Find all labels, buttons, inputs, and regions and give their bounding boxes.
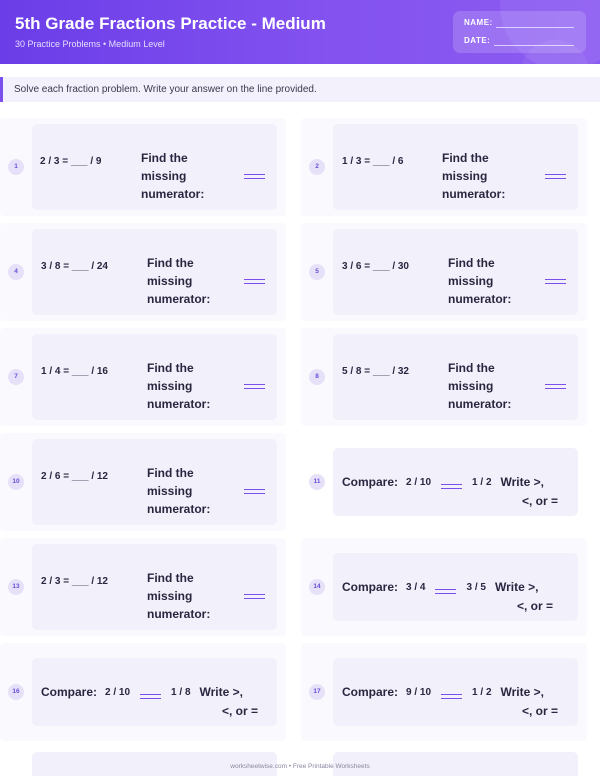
- fraction-left: 2 / 10: [105, 686, 131, 698]
- fraction-equation: 5 / 8 = ___ / 32: [342, 365, 409, 377]
- problem-cell: [301, 643, 587, 741]
- problem-prompt: [147, 359, 219, 413]
- compare-row: [342, 475, 544, 489]
- problem-number-badge: 10: [8, 474, 24, 490]
- compare-label: Compare:: [41, 685, 98, 699]
- prompt-line: missing: [448, 379, 494, 393]
- problem-number-badge: 1: [8, 159, 24, 175]
- problem-cell: [0, 538, 286, 636]
- problem-cell: [301, 538, 587, 636]
- prompt-line: missing: [448, 274, 494, 288]
- prompt-line: missing: [147, 379, 193, 393]
- problem-number-badge: 5: [309, 264, 325, 280]
- name-date-box: [453, 11, 586, 53]
- problem-number-badge: 14: [309, 579, 325, 595]
- prompt-line: numerator:: [448, 292, 512, 306]
- prompt-line: numerator:: [147, 397, 211, 411]
- prompt-line: numerator:: [147, 292, 211, 306]
- prompt-line: numerator:: [147, 607, 211, 621]
- answer-line[interactable]: [545, 279, 566, 284]
- answer-line[interactable]: [545, 384, 566, 389]
- compare-row: [342, 580, 538, 594]
- problem-prompt: [147, 254, 219, 308]
- fraction-right: 1 / 8: [171, 686, 191, 698]
- prompt-line: Find the: [442, 151, 489, 165]
- fraction-right: 1 / 2: [472, 686, 492, 698]
- problem-prompt: [147, 569, 219, 623]
- compare-instruction-rest: <, or =: [522, 494, 559, 508]
- answer-line[interactable]: [441, 484, 462, 489]
- prompt-line: Find the: [147, 571, 194, 585]
- problem-number-badge: 7: [8, 369, 24, 385]
- compare-instruction-rest: <, or =: [517, 599, 554, 613]
- date-label: DATE:: [464, 36, 491, 45]
- answer-line[interactable]: [244, 489, 265, 494]
- prompt-line: Find the: [147, 256, 194, 270]
- prompt-line: numerator:: [448, 397, 512, 411]
- prompt-line: Find the: [141, 151, 188, 165]
- fraction-right: 3 / 5: [466, 581, 486, 593]
- fraction-equation: 2 / 3 = ___ / 9: [40, 155, 102, 167]
- compare-instruction: Write >,: [494, 580, 539, 594]
- prompt-line: numerator:: [442, 187, 506, 201]
- problem-cell: [301, 223, 587, 321]
- prompt-line: Find the: [147, 361, 194, 375]
- compare-row: [41, 685, 243, 699]
- compare-instruction-rest: <, or =: [522, 704, 559, 718]
- problem-number-badge: 8: [309, 369, 325, 385]
- compare-label: Compare:: [342, 475, 399, 489]
- prompt-line: Find the: [448, 256, 495, 270]
- worksheet-subtitle: 30 Practice Problems • Medium Level: [15, 39, 165, 49]
- prompt-line: missing: [147, 484, 193, 498]
- fraction-left: 9 / 10: [406, 686, 432, 698]
- fraction-equation: 3 / 8 = ___ / 24: [41, 260, 108, 272]
- answer-line[interactable]: [441, 694, 462, 699]
- worksheet-title: 5th Grade Fractions Practice - Medium: [15, 14, 326, 33]
- problem-cell: [0, 223, 286, 321]
- problem-number-badge: 13: [8, 579, 24, 595]
- problem-prompt: [141, 149, 213, 203]
- problem-cell: [301, 118, 587, 216]
- prompt-line: missing: [147, 274, 193, 288]
- problem-cell: [0, 118, 286, 216]
- fraction-equation: 1 / 4 = ___ / 16: [41, 365, 108, 377]
- problem-cell: [0, 643, 286, 741]
- problem-prompt: [442, 149, 514, 203]
- problem-number-badge: 17: [309, 684, 325, 700]
- fraction-equation: 2 / 6 = ___ / 12: [41, 470, 108, 482]
- problem-prompt: [147, 464, 219, 518]
- fraction-left: 3 / 4: [406, 581, 426, 593]
- problem-number-badge: 11: [309, 474, 325, 490]
- prompt-line: Find the: [147, 466, 194, 480]
- compare-label: Compare:: [342, 685, 399, 699]
- prompt-line: numerator:: [147, 502, 211, 516]
- worksheet-header: [0, 0, 600, 64]
- prompt-line: missing: [141, 169, 187, 183]
- compare-row: [342, 685, 544, 699]
- answer-line[interactable]: [435, 589, 456, 594]
- problem-cell: [301, 328, 587, 426]
- problem-cell: [0, 328, 286, 426]
- compare-instruction: Write >,: [500, 685, 544, 699]
- problem-number-badge: 4: [8, 264, 24, 280]
- answer-line[interactable]: [244, 594, 265, 599]
- instructions-bar: [0, 77, 600, 102]
- problem-prompt: [448, 359, 520, 413]
- compare-instruction: Write >,: [500, 475, 544, 489]
- compare-label: Compare:: [342, 580, 399, 594]
- prompt-line: numerator:: [141, 187, 205, 201]
- page-footer: worksheetwise.com • Free Printable Worksheets: [230, 763, 370, 770]
- fraction-equation: 2 / 3 = ___ / 12: [41, 575, 108, 587]
- fraction-left: 2 / 10: [406, 476, 432, 488]
- problem-prompt: [448, 254, 520, 308]
- instructions-text: Solve each fraction problem. Write your answer on the line provided.: [14, 84, 317, 95]
- date-line[interactable]: [494, 45, 574, 46]
- compare-instruction-rest: <, or =: [222, 704, 259, 718]
- fraction-right: 1 / 2: [472, 476, 492, 488]
- prompt-line: missing: [442, 169, 488, 183]
- answer-line[interactable]: [244, 279, 265, 284]
- name-label: NAME:: [464, 18, 493, 27]
- problem-number-badge: 16: [8, 684, 24, 700]
- problem-number-badge: 2: [309, 159, 325, 175]
- fraction-equation: 3 / 6 = ___ / 30: [342, 260, 409, 272]
- name-line[interactable]: [496, 27, 574, 28]
- problem-cell: [301, 433, 587, 531]
- answer-line[interactable]: [545, 174, 566, 179]
- answer-line[interactable]: [140, 694, 161, 699]
- prompt-line: Find the: [448, 361, 495, 375]
- answer-line[interactable]: [244, 174, 265, 179]
- prompt-line: missing: [147, 589, 193, 603]
- answer-line[interactable]: [244, 384, 265, 389]
- compare-instruction: Write >,: [199, 685, 243, 699]
- problem-cell: [0, 433, 286, 531]
- fraction-equation: 1 / 3 = ___ / 6: [342, 155, 404, 167]
